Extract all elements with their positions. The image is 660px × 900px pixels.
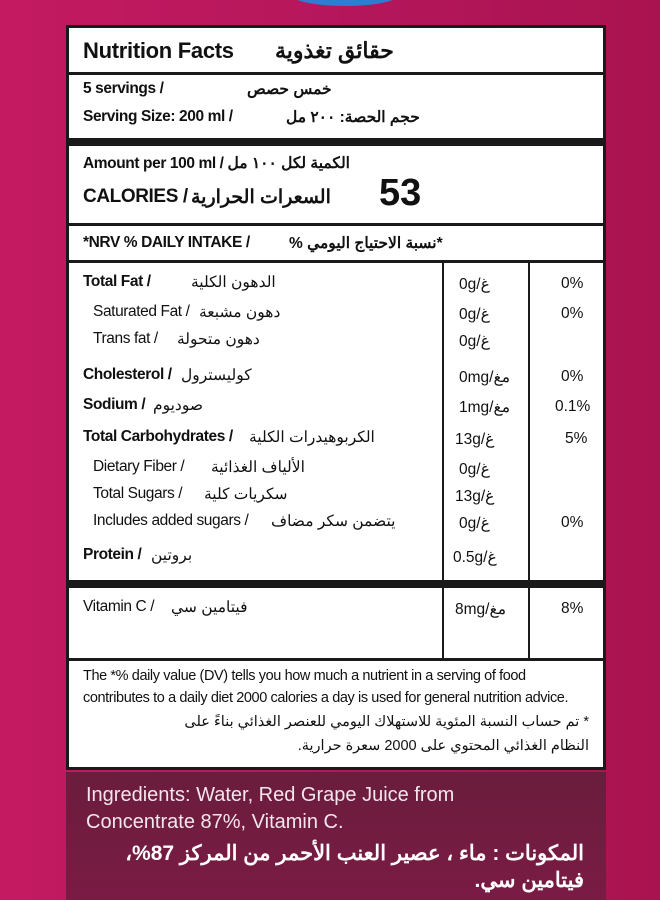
serving-size-en: Serving Size: 200 ml / xyxy=(83,108,233,125)
footnote-ar-line1: * تم حساب النسبة المئوية للاستهلاك اليومي للعنصر الغذائي بناءً على xyxy=(184,714,589,730)
vitamin-label-en: Vitamin C / xyxy=(83,598,155,615)
nutrient-label-ar: الدهون الكلية xyxy=(191,274,276,291)
nrv-label-ar: *نسبة الاحتياج اليومي % xyxy=(289,235,443,252)
nutrient-label-ar: يتضمن سكر مضاف xyxy=(271,513,396,530)
nutrition-facts-panel xyxy=(66,25,606,770)
nutrient-label-ar: دهون متحولة xyxy=(177,331,260,348)
nutrient-dv: 0% xyxy=(561,514,584,531)
nutrient-amount: 0mg/مغ xyxy=(459,369,511,386)
vitamin-dv: 8% xyxy=(561,600,584,617)
nutrient-dv: 0.1% xyxy=(555,398,591,415)
nutrient-label-ar: الألياف الغذائية xyxy=(211,459,305,476)
calories-value: 53 xyxy=(379,172,422,214)
nutrient-label-en: Total Sugars / xyxy=(93,485,183,502)
nutrient-amount: 13g/غ xyxy=(455,431,495,448)
nutrient-amount: 0g/غ xyxy=(459,515,490,532)
nutrient-label-ar: صوديوم xyxy=(153,397,203,414)
nutrient-label-en: Saturated Fat / xyxy=(93,303,190,320)
nutrient-amount: 0g/غ xyxy=(459,276,490,293)
title-en: Nutrition Facts xyxy=(83,38,234,63)
nutrient-label-en: Protein / xyxy=(83,546,142,563)
nutrient-label-en: Sodium / xyxy=(83,396,146,413)
vitamin-amount: 8mg/مغ xyxy=(455,601,507,618)
divider xyxy=(69,260,603,263)
nutrient-label-en: Total Carbohydrates / xyxy=(83,428,233,445)
nutrient-dv: 5% xyxy=(565,430,588,447)
title-ar: حقائق تغذوية xyxy=(275,38,394,63)
divider xyxy=(69,658,603,661)
nutrient-amount: 0g/غ xyxy=(459,306,490,323)
ingredients-en: Ingredients: Water, Red Grape Juice from Concentrate 87%, Vitamin C. xyxy=(86,784,455,833)
footnote-en-line1: The *% daily value (DV) tells you how much a nutrient in a serving of food xyxy=(83,668,526,684)
nutrient-label-en: Includes added sugars / xyxy=(93,512,249,529)
nutrient-amount: 0g/غ xyxy=(459,333,490,350)
footnote-en-line2: contributes to a daily diet 2000 calories a day is used for general nutrition advice. xyxy=(83,690,569,706)
nutrient-label-ar: بروتين xyxy=(151,547,193,564)
column-divider xyxy=(442,586,444,658)
thick-divider xyxy=(69,138,603,146)
nutrient-dv: 0% xyxy=(561,368,584,385)
column-divider xyxy=(528,260,530,582)
servings-count-ar: خمس حصص xyxy=(247,81,332,98)
nutrient-label-ar: سكريات كلية xyxy=(204,486,288,503)
nrv-label-en: *NRV % DAILY INTAKE / xyxy=(83,234,250,251)
column-divider xyxy=(528,586,530,658)
divider xyxy=(69,72,603,75)
amount-per-label: Amount per 100 ml / الكمية لكل ١٠٠ مل xyxy=(83,155,350,172)
nutrient-amount: 0g/غ xyxy=(459,461,490,478)
nutrient-dv: 0% xyxy=(561,275,584,292)
nutrient-label-en: Total Fat / xyxy=(83,273,151,290)
nutrient-amount: 1mg/مغ xyxy=(459,399,511,416)
divider xyxy=(69,223,603,226)
nutrient-label-en: Trans fat / xyxy=(93,330,158,347)
thick-divider xyxy=(69,580,603,588)
nutrient-dv: 0% xyxy=(561,305,584,322)
nutrient-label-ar: كوليسترول xyxy=(181,367,252,384)
nutrient-label-en: Dietary Fiber / xyxy=(93,458,185,475)
footnote-ar-line2: النظام الغذائي المحتوي على 2000 سعرة حرارية. xyxy=(297,738,589,754)
nutrient-label-en: Cholesterol / xyxy=(83,366,172,383)
servings-count-en: 5 servings / xyxy=(83,80,164,97)
vitamin-label-ar: فيتامين سي xyxy=(171,599,248,616)
ingredients-panel xyxy=(66,772,606,900)
serving-size-ar: حجم الحصة: ٢٠٠ مل xyxy=(286,109,420,126)
column-divider xyxy=(442,260,444,582)
calories-label-ar: السعرات الحرارية xyxy=(191,187,331,208)
nutrient-label-ar: الكربوهيدرات الكلية xyxy=(249,429,375,446)
nutrient-amount: 0.5g/غ xyxy=(453,549,497,566)
calories-label-en: CALORIES / xyxy=(83,186,188,207)
nutrient-amount: 13g/غ xyxy=(455,488,495,505)
ingredients-ar: المكونات : ماء ، عصير العنب الأحمر من المركز 87%، فيتامين سي. xyxy=(125,842,584,892)
nutrient-label-ar: دهون مشبعة xyxy=(199,304,281,321)
